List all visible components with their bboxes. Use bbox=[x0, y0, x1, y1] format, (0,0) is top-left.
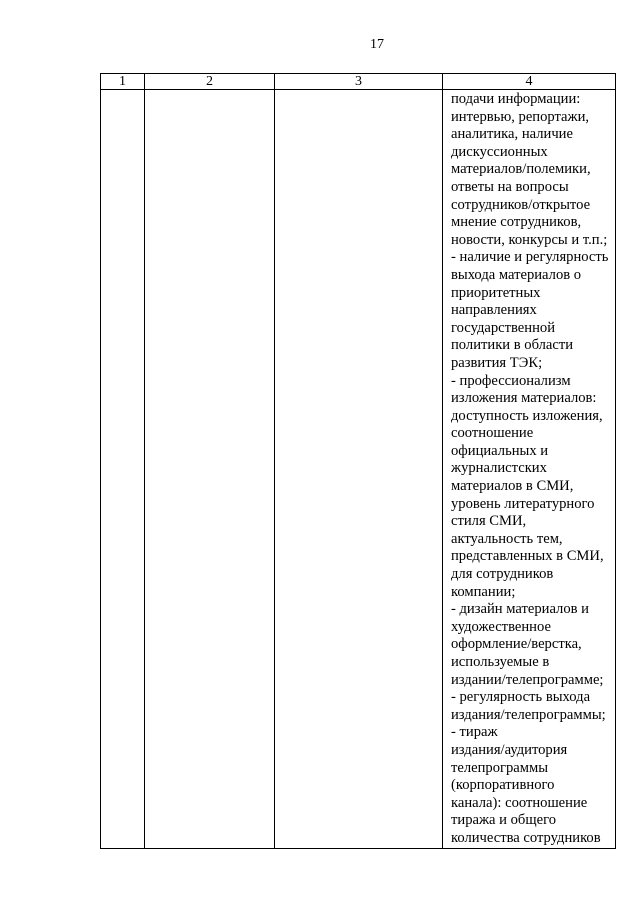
text-line: приоритетных bbox=[451, 284, 541, 301]
table-cell-col1 bbox=[101, 90, 145, 849]
text-line: - регулярность выхода bbox=[451, 689, 591, 706]
text-line: представленных в СМИ, bbox=[451, 548, 604, 565]
column-header-2: 2 bbox=[145, 74, 275, 90]
text-line: подачи информации: bbox=[451, 91, 581, 107]
text-line: художественное bbox=[451, 618, 551, 635]
column-header-4: 4 bbox=[443, 74, 616, 90]
text-line: - наличие и регулярность bbox=[451, 249, 609, 266]
column-header-1: 1 bbox=[101, 74, 145, 90]
text-line: телепрограммы bbox=[451, 759, 549, 776]
criteria-text bbox=[443, 90, 615, 848]
text-line: - профессионализм bbox=[451, 372, 571, 389]
page-number: 17 bbox=[370, 37, 384, 52]
text-line: изложения материалов: bbox=[451, 390, 597, 407]
text-line: для сотрудников bbox=[451, 566, 554, 583]
text-line: мнение сотрудников, bbox=[451, 214, 582, 231]
table-cell-col3 bbox=[275, 90, 443, 849]
text-line: соотношение bbox=[451, 425, 534, 442]
text-line: материалов/полемики, bbox=[451, 161, 591, 178]
text-line: развития ТЭК; bbox=[451, 354, 543, 371]
criteria-table bbox=[100, 73, 616, 849]
text-line: (корпоративного bbox=[451, 777, 555, 794]
table-cell-col4 bbox=[443, 90, 616, 849]
text-line: выхода материалов о bbox=[451, 266, 582, 283]
text-line: используемые в bbox=[451, 654, 550, 670]
text-line: тиража и общего bbox=[451, 812, 556, 829]
text-line: оформление/верстка, bbox=[451, 636, 582, 653]
text-line: - тираж bbox=[451, 724, 498, 741]
text-line: издания/аудитория bbox=[451, 741, 568, 758]
text-line: государственной bbox=[451, 319, 556, 336]
text-line: направлениях bbox=[451, 302, 537, 319]
text-line: аналитика, наличие bbox=[451, 126, 573, 143]
text-line: количества сотрудников bbox=[451, 829, 601, 846]
text-line: сотрудников/открытое bbox=[451, 196, 591, 213]
text-line: журналистских bbox=[451, 460, 547, 477]
table-header-row bbox=[101, 74, 616, 90]
text-line: интервью, репортажи, bbox=[451, 108, 590, 125]
table-row bbox=[101, 90, 616, 849]
text-line: издания/телепрограммы; bbox=[451, 706, 606, 723]
column-header-3: 3 bbox=[275, 74, 443, 90]
text-line: стиля СМИ, bbox=[451, 513, 527, 530]
text-line: политики в области bbox=[451, 337, 574, 354]
text-line: материалов в СМИ, bbox=[451, 478, 574, 495]
text-line: дискуссионных bbox=[451, 143, 548, 160]
text-line: компании; bbox=[451, 583, 516, 600]
text-line: новости, конкурсы и т.п.; bbox=[451, 231, 608, 248]
text-line: официальных и bbox=[451, 442, 549, 459]
text-line: ответы на вопросы bbox=[451, 178, 569, 195]
text-line: уровень литературного bbox=[451, 495, 595, 512]
text-line: канала): соотношение bbox=[451, 794, 588, 811]
text-line: издании/телепрограмме; bbox=[451, 671, 604, 688]
table-cell-col2 bbox=[145, 90, 275, 849]
text-line: - дизайн материалов и bbox=[451, 601, 589, 618]
text-line: доступность изложения, bbox=[451, 407, 603, 424]
text-line: актуальность тем, bbox=[451, 530, 563, 547]
